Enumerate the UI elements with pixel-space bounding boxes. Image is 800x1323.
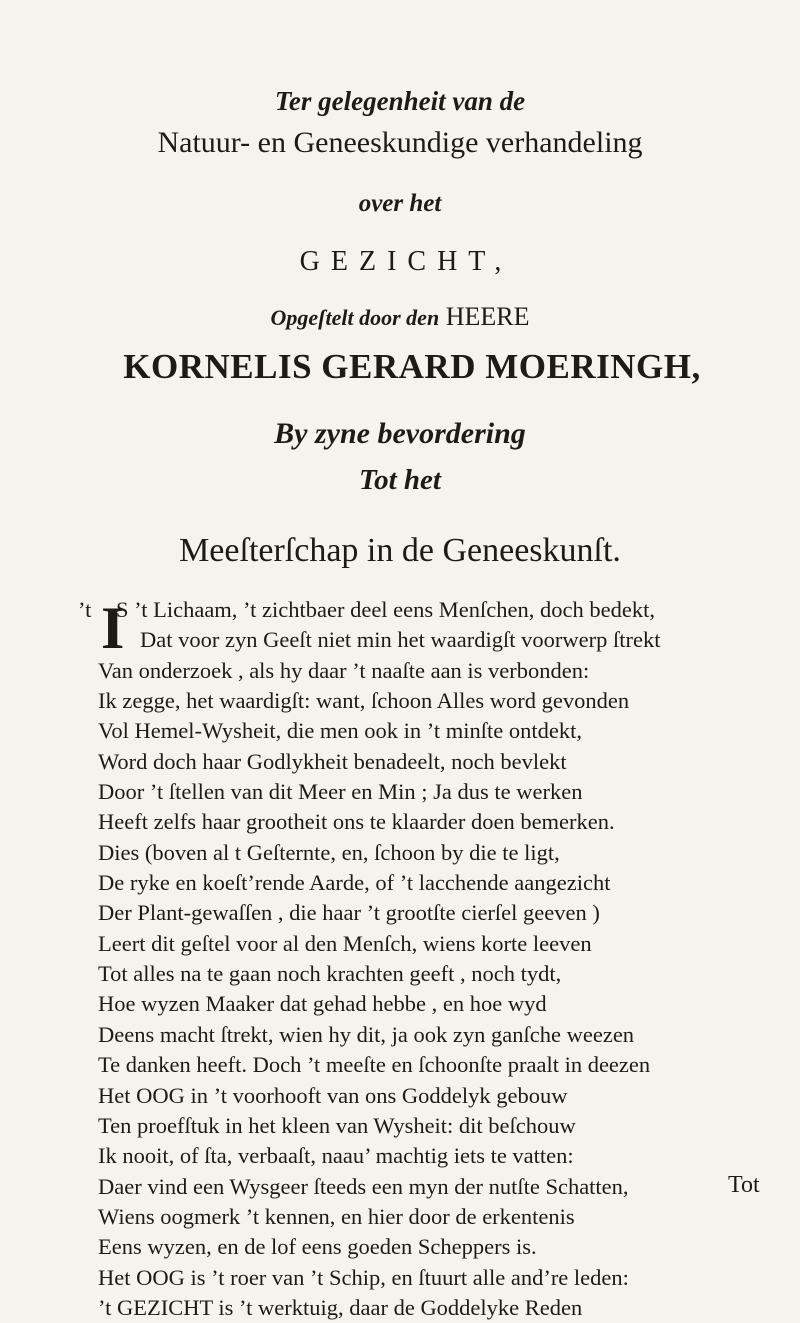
poem-line-first: S ’t Lichaam, ’t zichtbaer deel eens Menſchen, doch bedekt, bbox=[116, 597, 655, 622]
poem-lines bbox=[98, 656, 778, 1323]
poem-opening bbox=[78, 595, 778, 661]
poem-first-prefix: ’t bbox=[78, 597, 92, 622]
poem-line: Tot alles na te gaan noch krachten geeft , noch tydt, bbox=[98, 961, 562, 987]
heading-author-title: HEERE bbox=[445, 302, 530, 331]
heading-tot-het: Tot het bbox=[359, 464, 441, 496]
poem-line: Te danken heeft. Doch ’t meeſte en ſchoonſte praalt in deezen bbox=[98, 1052, 651, 1078]
poem-line: Het OOG in ’t voorhooft van ons Goddelyk gebouw bbox=[98, 1082, 568, 1108]
poem-line: Word doch haar Godlykheit benadeelt, noch bevlekt bbox=[98, 748, 567, 774]
poem-line-second: Dat voor zyn Geeſt niet min het waardigſt voorwerp ſtrekt bbox=[140, 627, 661, 653]
poem-line: Vol Hemel-Wysheit, die men ook in ’t minſte ontdekt, bbox=[98, 718, 582, 744]
poem-line: Ik zegge, het waardigſt: want, ſchoon Alles word gevonden bbox=[98, 688, 630, 714]
heading-subject: GEZICHT, bbox=[299, 246, 513, 277]
poem-line: Ik nooit, of ſta, verbaaſt, naau’ machtig iets te vatten: bbox=[98, 1143, 574, 1169]
heading-author-name: KORNELIS GERARD MOERINGH, bbox=[123, 347, 701, 386]
heading-occasion: Ter gelegenheit van de bbox=[274, 86, 526, 116]
poem-body bbox=[78, 595, 778, 1323]
poem-line: Door ’t ſtellen van dit Meer en Min ; Ja dus te werken bbox=[98, 779, 583, 805]
poem-line: Van onderzoek , als hy daar ’t naaſte aan is verbonden: bbox=[98, 657, 590, 683]
heading-over-het: over het bbox=[358, 190, 442, 217]
poem-line: Leert dit geſtel voor al den Menſch, wiens korte leeven bbox=[98, 930, 592, 956]
poem-line: Het OOG is ’t roer van ’t Schip, en ſtuurt alle and’re leden: bbox=[98, 1264, 629, 1290]
poem-line: Heeft zelfs haar grootheit ons te klaarder doen bemerken. bbox=[98, 809, 615, 835]
poem-line: Deens macht ſtrekt, wien hy dit, ja ook zyn ganſche weezen bbox=[98, 1021, 635, 1047]
poem-line: Hoe wyzen Maaker dat gehad hebbe , en hoe wyd bbox=[98, 991, 547, 1017]
heading-promotion: By zyne bevordering bbox=[274, 417, 526, 450]
catchword: Tot bbox=[728, 1172, 760, 1198]
heading-treatise: Natuur- en Geneeskundige verhandeling bbox=[157, 126, 643, 159]
poem-line: Ten proefſtuk in het kleen van Wysheit: dit beſchouw bbox=[98, 1112, 576, 1138]
poem-line: Dies (boven al t Geſternte, en, ſchoon by die te ligt, bbox=[98, 839, 560, 865]
heading-author-intro bbox=[0, 302, 800, 332]
poem-line: Wiens oogmerk ’t kennen, en hier door de erkentenis bbox=[98, 1203, 575, 1229]
heading-author-intro-italic: Opgeſtelt door den bbox=[270, 305, 440, 330]
heading-degree: Meeſterſchap in de Geneeskunſt. bbox=[179, 532, 621, 569]
poem-line: ’t GEZICHT is ’t werktuig, daar de Goddelyke Reden bbox=[98, 1294, 583, 1320]
drop-cap: I bbox=[101, 595, 125, 661]
poem-line: De ryke en koeſt’rende Aarde, of ’t lacchende aangezicht bbox=[98, 870, 611, 896]
poem-line: Eens wyzen, en de lof eens goeden Scheppers is. bbox=[98, 1234, 537, 1260]
poem-line: Der Plant-gewaſſen , die haar ’t grootſte cierſel geeven ) bbox=[98, 900, 600, 926]
poem-line: Daer vind een Wysgeer ſteeds een myn der nutſte Schatten, bbox=[98, 1173, 629, 1199]
